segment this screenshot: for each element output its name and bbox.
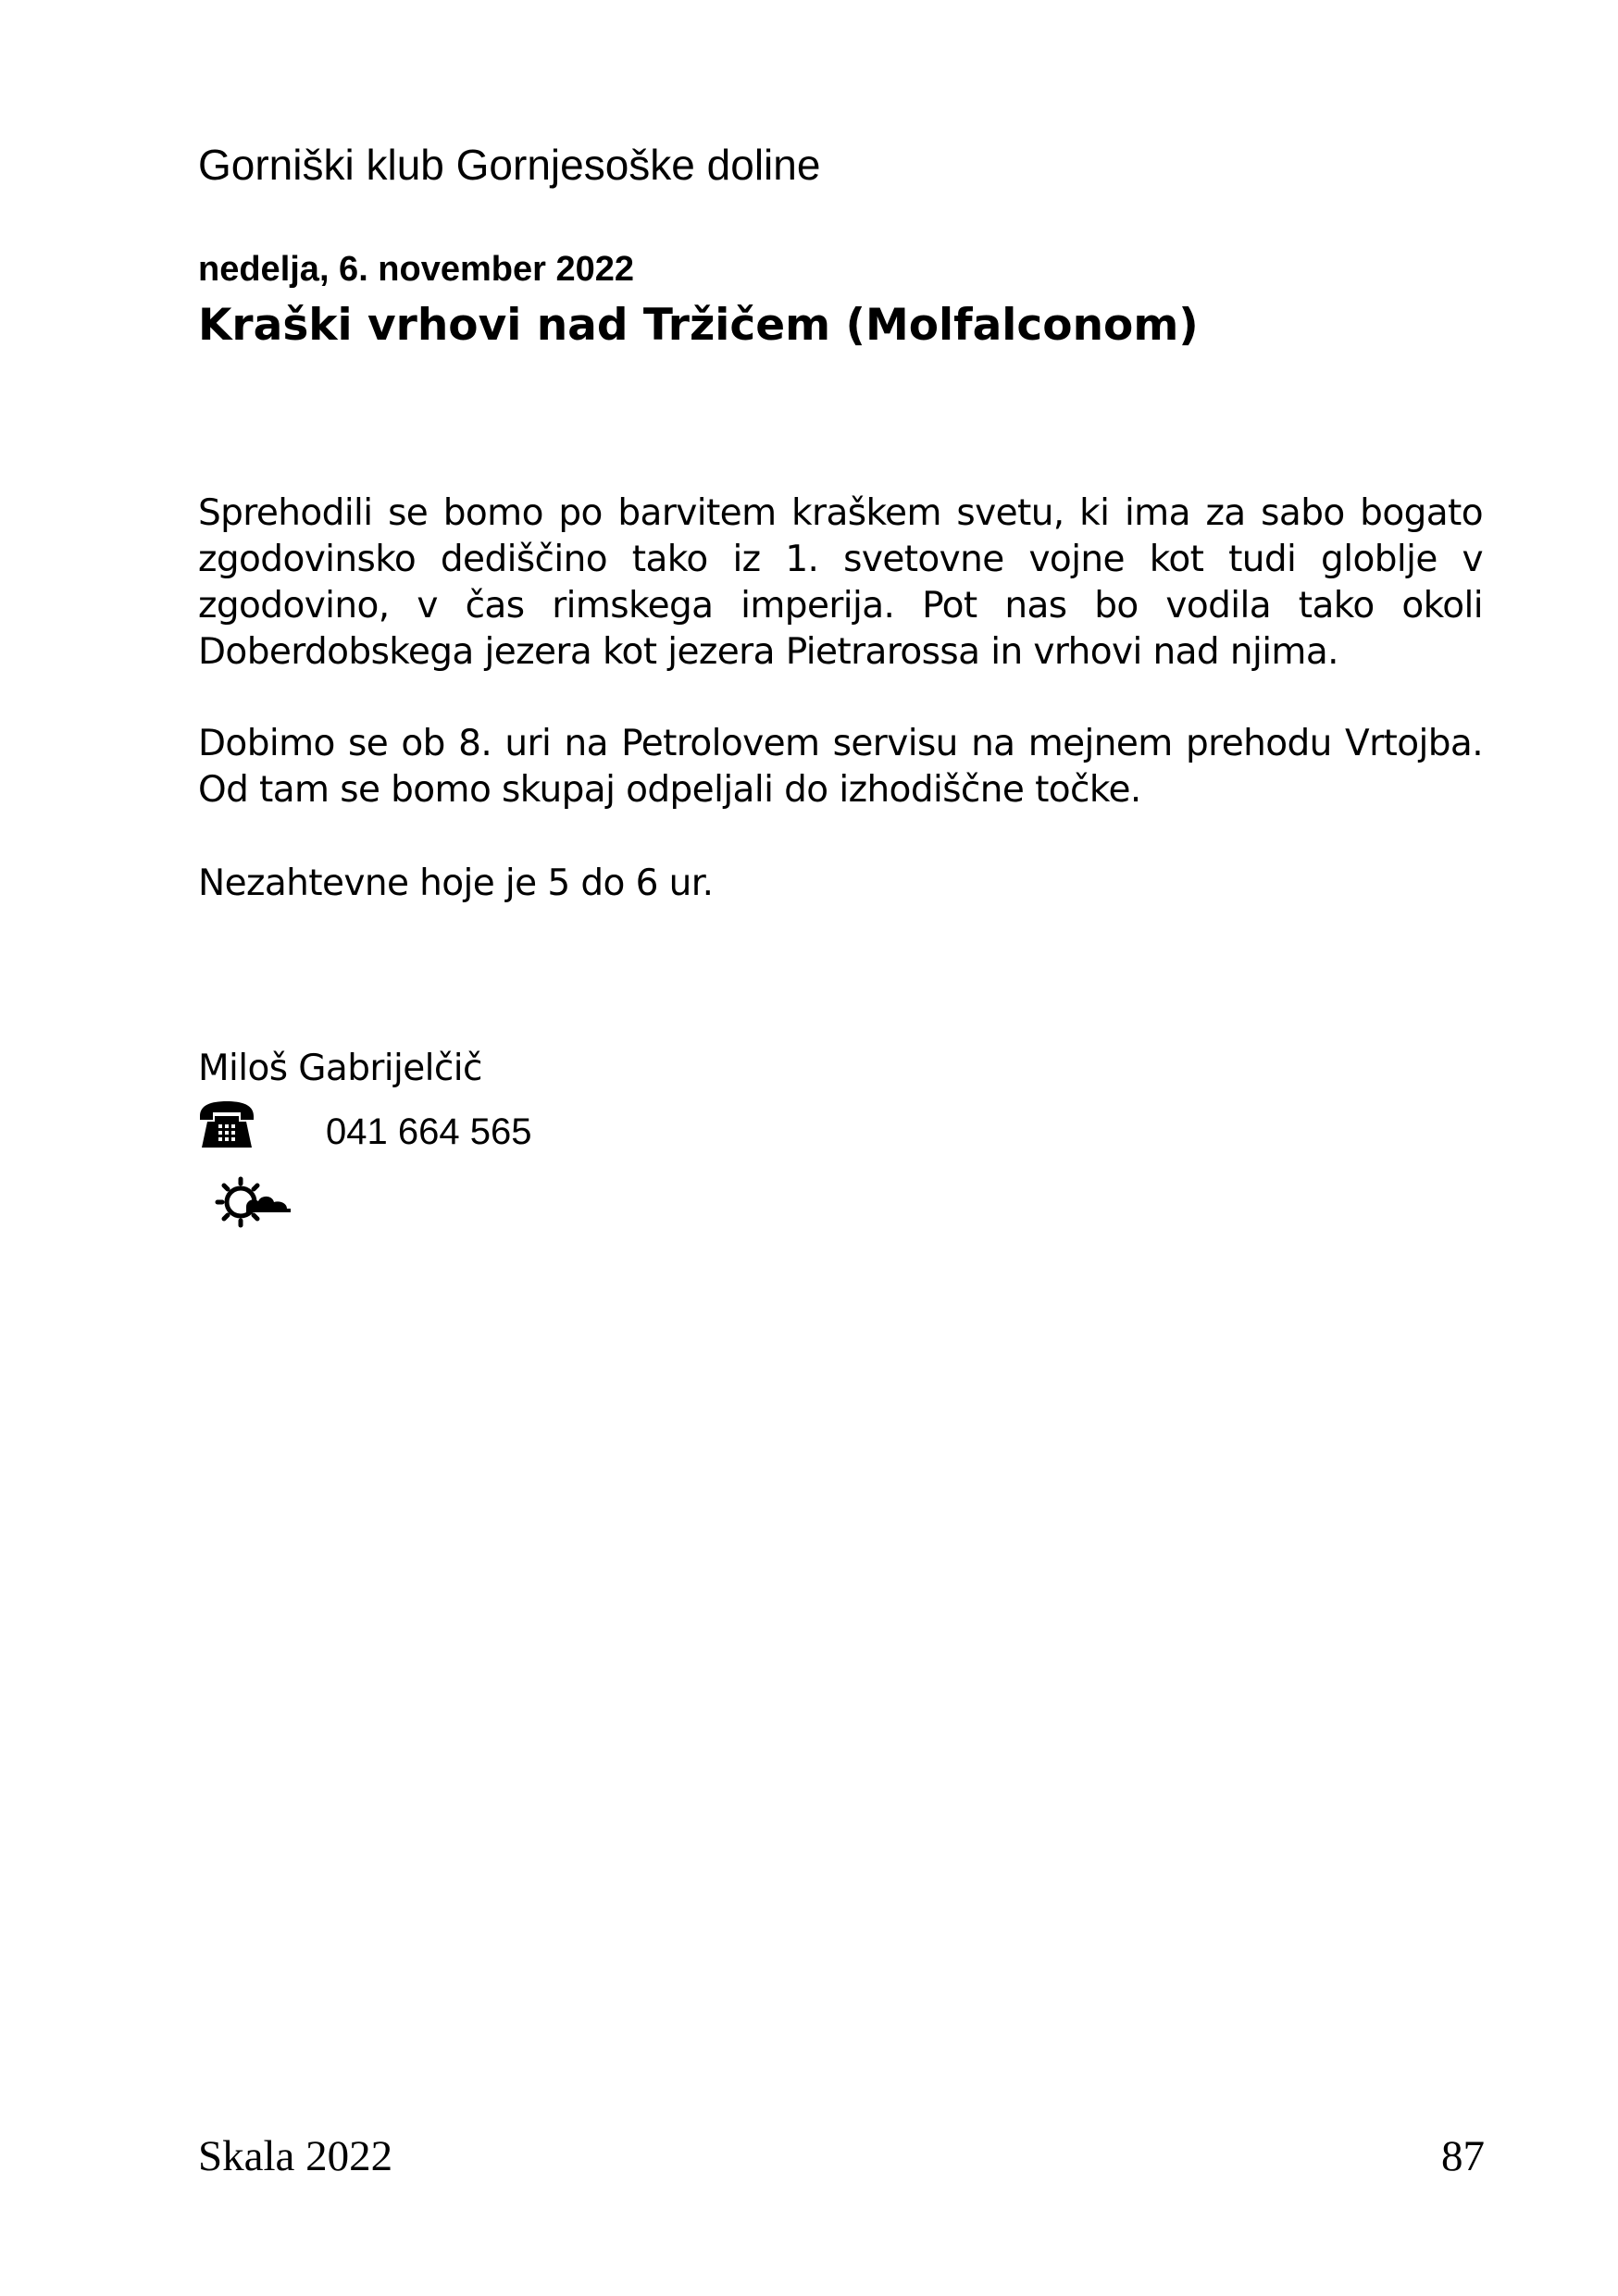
sun-cloud-icon — [215, 1175, 292, 1229]
phone-number: 041 664 565 — [326, 1111, 532, 1152]
event-title: Kraški vrhovi nad Tržičem (Molfalconom) — [198, 300, 1199, 351]
description-paragraph: Sprehodili se bomo po barvitem kraškem svetu, ki ima za sabo bogato zgodovinsko dediščino tako iz 1. svetovne vojne kot tudi globlje v zgodovino, v čas rimskega imperija. Pot nas bo vodila tako okoli Doberdobskega jezera kot jezera Pietrarossa in vrhovi nad njima. — [198, 492, 1483, 673]
leader-name: Miloš Gabrijelčič — [198, 1048, 482, 1089]
page-number: 87 — [1441, 2132, 1485, 2180]
publication-name: Skala 2022 — [198, 2132, 393, 2180]
difficulty-paragraph: Nezahtevne hoje je 5 do 6 ur. — [198, 863, 714, 904]
event-date: nedelja, 6. november 2022 — [198, 250, 635, 289]
meeting-paragraph: Dobimo se ob 8. uri na Petrolovem servisu na mejnem prehodu Vrtojba. Od tam se bomo skupaj odpeljali do izhodiščne točke. — [198, 723, 1483, 811]
telephone-icon — [198, 1099, 255, 1151]
club-name: Gorniški klub Gornjesoške doline — [198, 141, 821, 189]
